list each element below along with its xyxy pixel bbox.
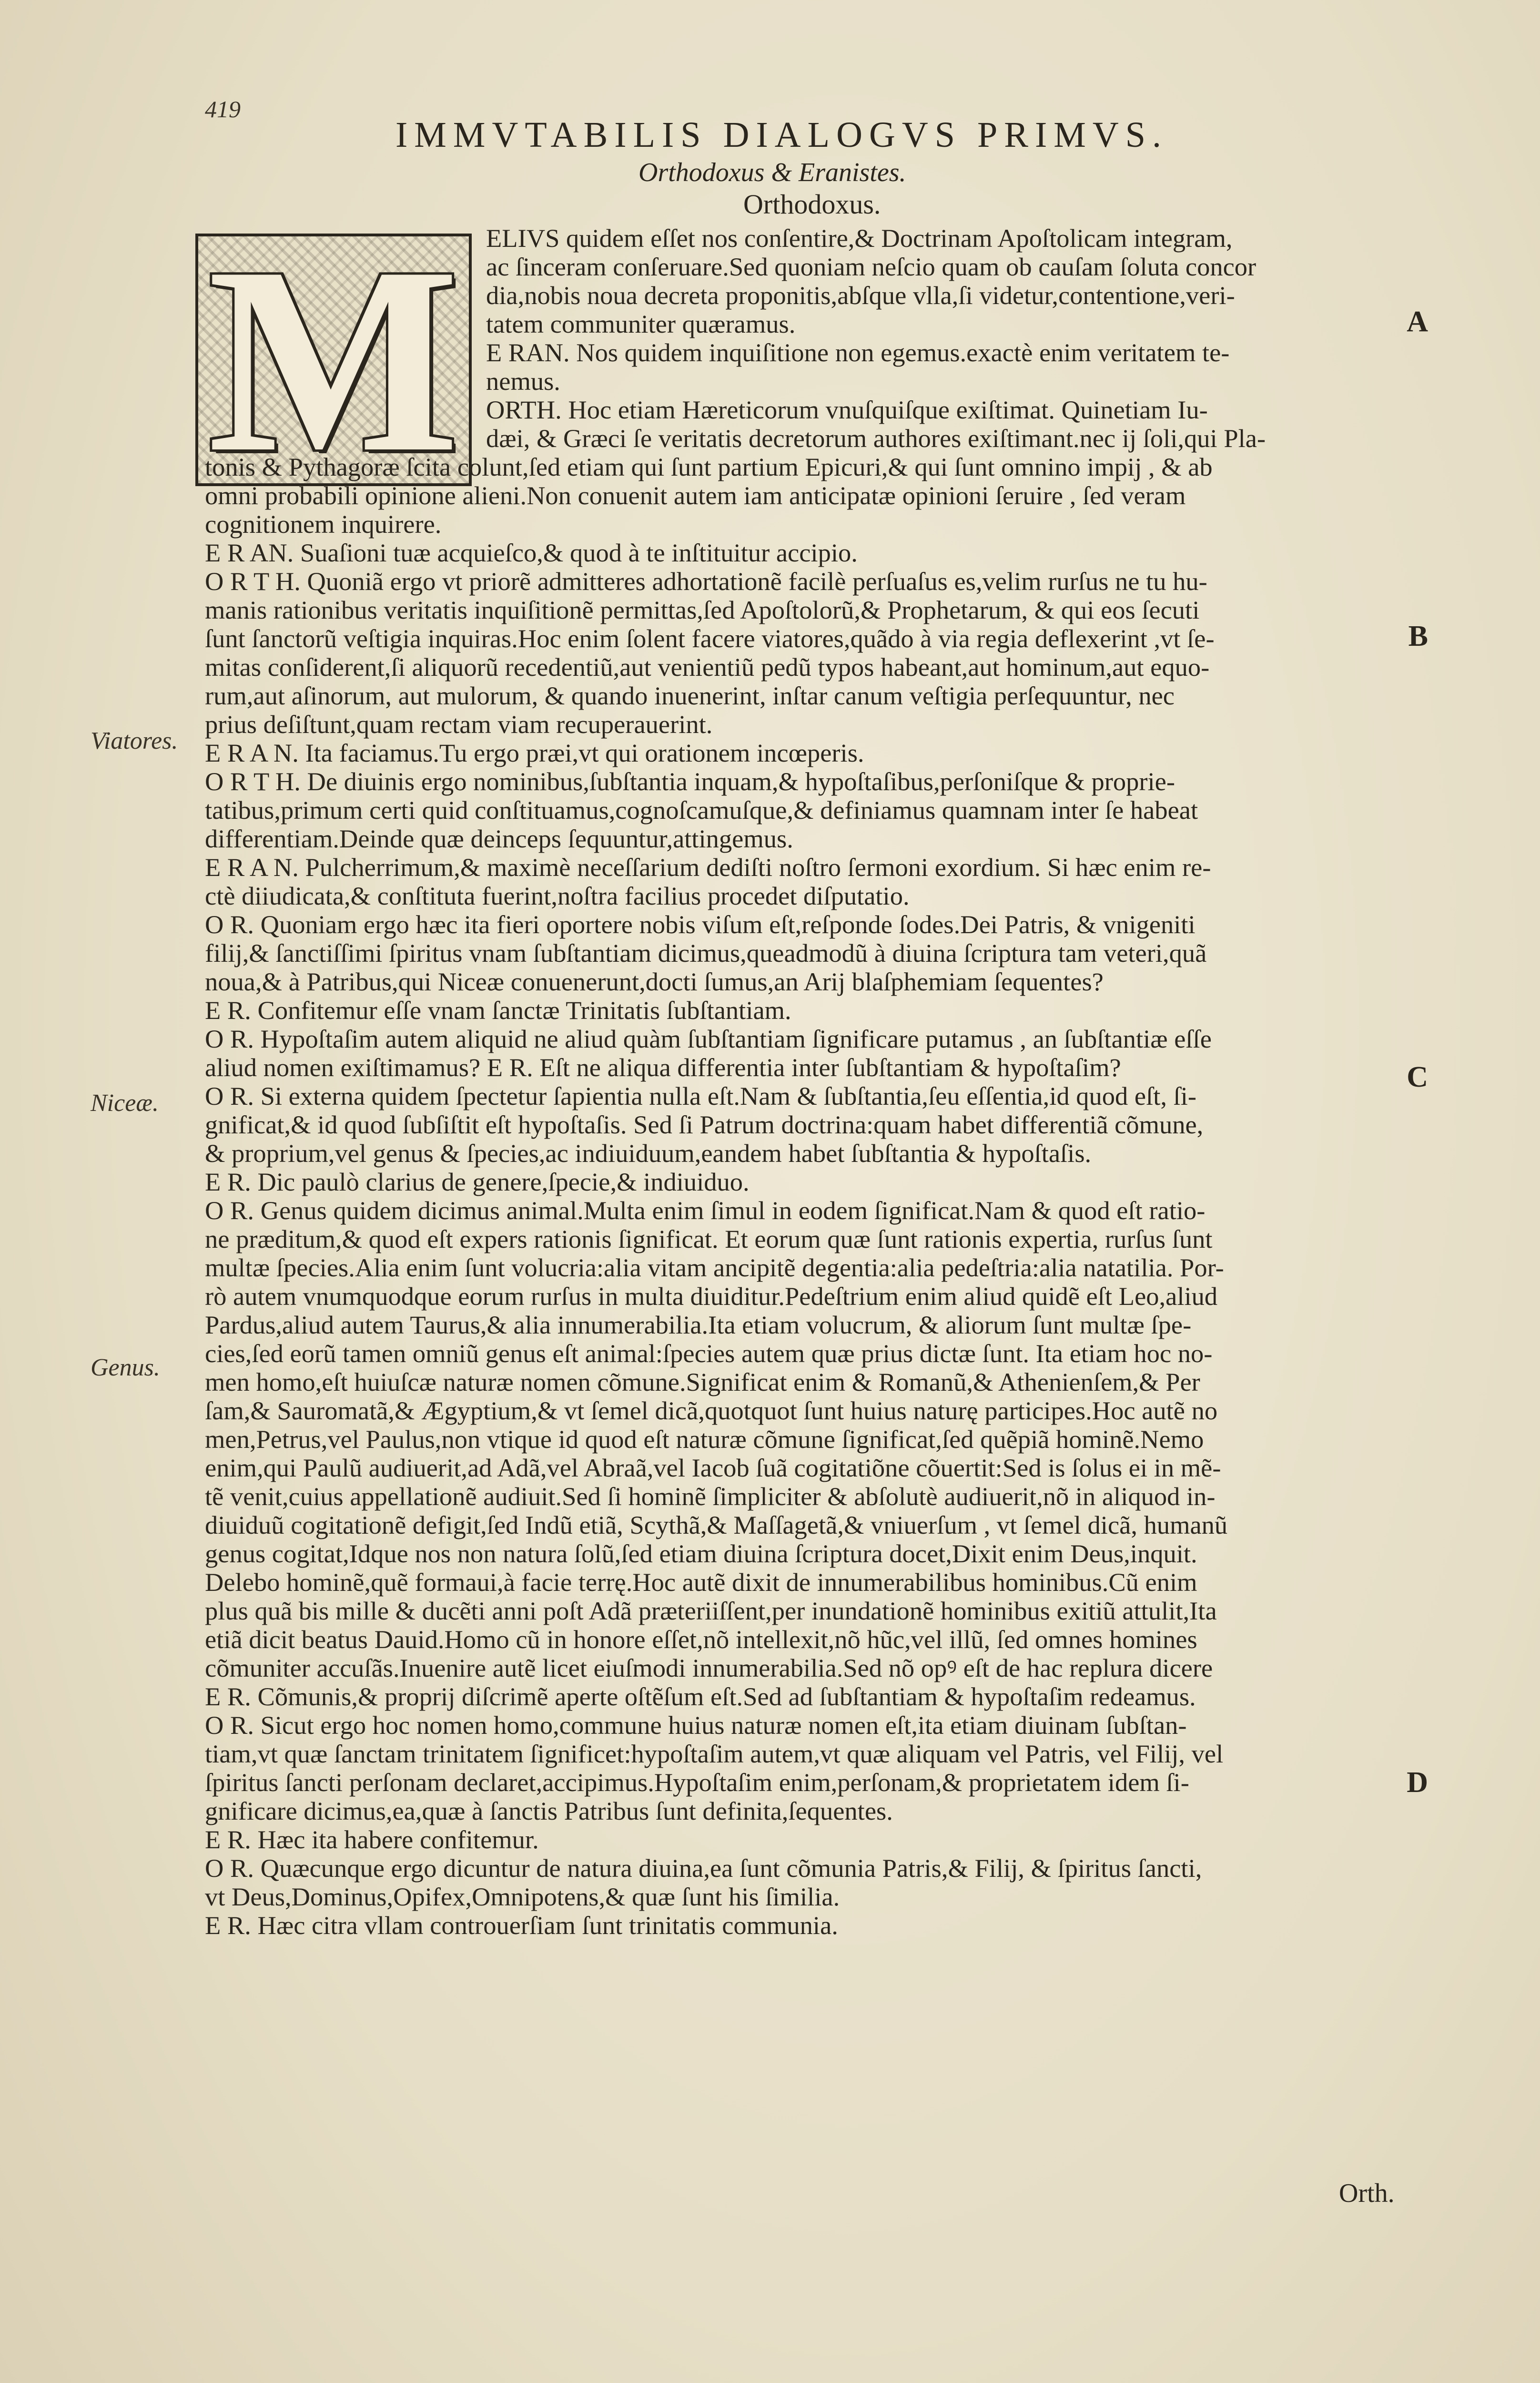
initial-letter: M [207,212,460,508]
text-line: E R A N. Ita faciamus.Tu ergo præi,vt qui orationem incœperis. [205,738,864,767]
section-marker-a: A [1407,306,1428,338]
text-line: O R. Genus quidem dicimus animal.Multa enim ſimul in eodem ſignificat.Nam & quod eſt ratio- [205,1196,1206,1225]
text-line: O R. Quoniam ergo hæc ita fieri oportere nobis viſum eſt,reſponde ſodes.Dei Patris, & vnigeniti [205,910,1196,939]
text-line: aliud nomen exiſtimamus? E R. Eſt ne aliqua differentia inter ſubſtantiam & hypoſtaſim? [205,1053,1121,1082]
text-line: ſpiritus ſancti perſonam declaret,accipimus.Hypoſtaſim enim,perſonam,& proprietatem idem ſi- [205,1768,1189,1797]
section-marker-b: B [1408,620,1428,652]
text-line: plus quã bis mille & ducẽti anni poſt Adã præteriiſſent,per inundationẽ hominibus exitiũ attulit,Ita [205,1596,1217,1625]
text-line: ctè diiudicata,& conſtituta fuerint,noſtra facilius procedet diſputatio. [205,881,910,910]
text-line: Delebo hominẽ,quẽ formaui,à facie terrę.Hoc autẽ dixit de innumerabilibus hominibus.Cũ enim [205,1568,1197,1597]
text-line: diuiduũ cogitationẽ defigit,ſed Indũ etiã, Scythã,& Maſſagetã,& vniuerſum , vt ſemel dicã, humanũ [205,1510,1228,1539]
text-line: E R. Confitemur eſſe vnam ſanctæ Trinitatis ſubſtantiam. [205,996,791,1025]
text-line: rum,aut aſinorum, aut mulorum, & quando inuenerint, inſtar canum veſtigia perſequuntur, nec [205,681,1175,710]
text-line: dia,nobis noua decreta proponitis,abſque vlla,ſi videtur,contentione,veri- [486,281,1235,310]
catchword: Orth. [1339,2179,1395,2208]
text-line: ORTH. Hoc etiam Hæreticorum vnuſquiſque exiſtimat. Quinetiam Iu- [486,395,1208,424]
text-line: ne præditum,& quod eſt expers rationis ſignificat. Et eorum quæ ſunt rationis expertia, rurſus ſunt [205,1224,1213,1253]
text-line: O R. Si externa quidem ſpectetur ſapientia nulla eſt.Nam & ſubſtantia,ſeu eſſentia,id quod eſt, ſi- [205,1081,1197,1110]
text-line: E RAN. Nos quidem inquiſitione non egemus.exactè enim veritatem te- [486,338,1230,367]
text-line: ELIVS quidem eſſet nos conſentire,& Doctrinam Apoſtolicam integram, [486,224,1233,253]
text-line: O R. Hypoſtaſim autem aliquid ne aliud quàm ſubſtantiam ſignificare putamus , an ſubſtantiæ eſſe [205,1024,1212,1053]
text-line: Pardus,aliud autem Taurus,& alia innumerabilia.Ita etiam volucrum, & aliorum ſunt multæ ſpe- [205,1310,1192,1339]
text-line: men homo,eſt huiuſcæ naturæ nomen cõmune.Significat enim & Romanũ,& Athenienſem,& Per [205,1367,1200,1396]
text-line: O R T H. Quoniã ergo vt priorẽ admitteres adhortationẽ facilè perſuaſus es,velim rurſus ne tu hu- [205,567,1207,596]
dialogue-speakers: Orthodoxus & Eranistes. [638,158,906,187]
text-line: E R. Dic paulò clarius de genere,ſpecie,& indiuiduo. [205,1167,750,1196]
text-line: E R. Cõmunis,& proprij diſcrimẽ aperte oſtẽſum eſt.Sed ad ſubſtantiam & hypoſtaſim redeamus. [205,1682,1196,1711]
text-line: O R. Sicut ergo hoc nomen homo,commune huius naturæ nomen eſt,ita etiam diuinam ſubſtan- [205,1711,1187,1740]
text-line: noua,& à Patribus,qui Niceæ conuenerunt,docti ſumus,an Arij blaſphemiam ſequentes? [205,967,1104,996]
text-line: tiam,vt quæ ſanctam trinitatem ſignificet:hypoſtaſim autem,vt quæ aliquam vel Patris, vel Filij, vel [205,1739,1224,1768]
section-marker-d: D [1407,1766,1428,1799]
text-line: genus cogitat,Idque nos non natura ſolũ,ſed etiam diuina ſcriptura docet,Dixit enim Deus,inquit. [205,1539,1197,1568]
text-line: ac ſinceram conſeruare.Sed quoniam neſcio quam ob cauſam ſoluta concor [486,252,1256,281]
text-line: tonis & Pythagoræ ſcita colunt,ſed etiam qui ſunt partium Epicuri,& qui ſunt omnino impij , & ab [205,452,1213,481]
text-line: men,Petrus,vel Paulus,non vtique id quod eſt naturæ cõmune ſignificat,ſed quẽpiã hominẽ.Nemo [205,1425,1204,1454]
text-line: differentiam.Deinde quæ deinceps ſequuntur,attingemus. [205,824,793,853]
text-line: enim,qui Paulũ audiuerit,ad Adã,vel Abraã,vel Iacob ſuã cogitatiõne cõuertit:Sed is ſolus ei in mẽ- [205,1453,1221,1482]
page-number: 419 [205,96,241,122]
text-line: cognitionem inquirere. [205,509,442,539]
text-line: E R A N. Pulcherrimum,& maximè neceſſarium dediſti noſtro ſermoni exordium. Si hæc enim re- [205,853,1211,882]
text-line: omni probabili opinione alieni.Non conuenit autem iam anticipatæ opinioni ſeruire , ſed veram [205,481,1186,510]
text-line: E R. Hæc citra vllam controuerſiam ſunt trinitatis communia. [205,1911,838,1940]
text-line: cies,ſed eorũ tamen omniũ genus eſt animal:ſpecies autem quæ prius dictæ ſunt. Ita etiam hoc no- [205,1339,1213,1368]
text-line: & proprium,vel genus & ſpecies,ac indiuiduum,eandem habet ſubſtantia & hypoſtaſis. [205,1139,1092,1168]
margin-note-genus: Genus. [91,1354,160,1381]
text-line: rò autem vnumquodque eorum rurſus in multa diuiditur.Pedeſtrium enim aliud quidẽ eſt Leo,aliud [205,1282,1218,1311]
margin-note-viatores: Viatores. [91,727,178,754]
text-line: vt Deus,Dominus,Opifex,Omnipotens,& quæ ſunt his ſimilia. [205,1882,840,1911]
text-line: etiã dicit beatus Dauid.Homo cũ in honore eſſet,nõ intellexit,nõ hũc,vel illũ, ſed omnes homines [205,1625,1197,1654]
text-line: O R T H. De diuinis ergo nominibus,ſubſtantia inquam,& hypoſtaſibus,perſoniſque & proprie- [205,767,1175,796]
text-line: tatem communiter quæramus. [486,309,796,338]
running-title: IMMVTABILIS DIALOGVS PRIMVS. [395,115,1168,155]
section-marker-c: C [1407,1061,1428,1093]
text-line: O R. Quæcunque ergo dicuntur de natura diuina,ea ſunt cõmunia Patris,& Filij, & ſpiritus ſancti, [205,1853,1202,1883]
text-line: E R AN. Suaſioni tuæ acquieſco,& quod à te inſtituitur accipio. [205,538,858,567]
dialogue-text [205,212,1391,1940]
margin-note-niceae: Niceæ. [91,1090,159,1117]
text-line: tatibus,primum certi quid conſtituamus,cognoſcamuſque,& definiamus quamnam inter ſe habeat [205,795,1198,825]
text-line: nemus. [486,367,560,396]
text-line: multæ ſpecies.Alia enim ſunt volucria:alia vitam ancipitẽ degentia:alia pedeſtria:alia natatilia. Por- [205,1253,1224,1282]
text-line: ſam,& Sauromatã,& Ægyptium,& vt ſemel dicã,quotquot ſunt huius naturę participes.Hoc autẽ no [205,1396,1218,1425]
text-line: E R. Hæc ita habere confitemur. [205,1825,539,1854]
text-line: cõmuniter accuſãs.Inuenire autẽ licet eiuſmodi innumerabilia.Sed nõ opꝰ eſt de hac replura dicere [205,1653,1213,1682]
text-line: filij,& ſanctiſſimi ſpiritus vnam ſubſtantiam dicimus,queadmodũ à diuina ſcriptura tam veteri,quã [205,938,1207,967]
text-line: prius deſiſtunt,quam rectam viam recuperauerint. [205,710,713,739]
text-line: tẽ venit,cuius appellationẽ audiuit.Sed ſi hominẽ ſimpliciter & abſolutè audiuerit,nõ in aliquod in- [205,1482,1216,1511]
text-line: gnificat,& id quod ſubſiſtit eſt hypoſtaſis. Sed ſi Patrum doctrina:quam habet differentiã cõmune, [205,1110,1204,1139]
text-line: manis rationibus veritatis inquiſitionẽ permittas,ſed Apoſtolorũ,& Prophetarum, & qui eos ſecuti [205,595,1200,624]
text-line: mitas conſiderent,ſi aliquorũ recedentiũ,aut venientiũ pedũ typos habeant,aut hominum,aut equo- [205,652,1210,682]
text-line: ſunt ſanctorũ veſtigia inquiras.Hoc enim ſolent facere viatores,quãdo à via regia deflexerint ,vt ſe- [205,624,1215,653]
text-line: dæi, & Græci ſe veritatis decretorum authores exiſtimant.nec ij ſoli,qui Pla- [486,424,1266,453]
speaker-heading: Orthodoxus. [743,189,881,220]
text-line: gnificare dicimus,ea,quæ à ſanctis Patribus ſunt definita,ſequentes. [205,1796,893,1825]
